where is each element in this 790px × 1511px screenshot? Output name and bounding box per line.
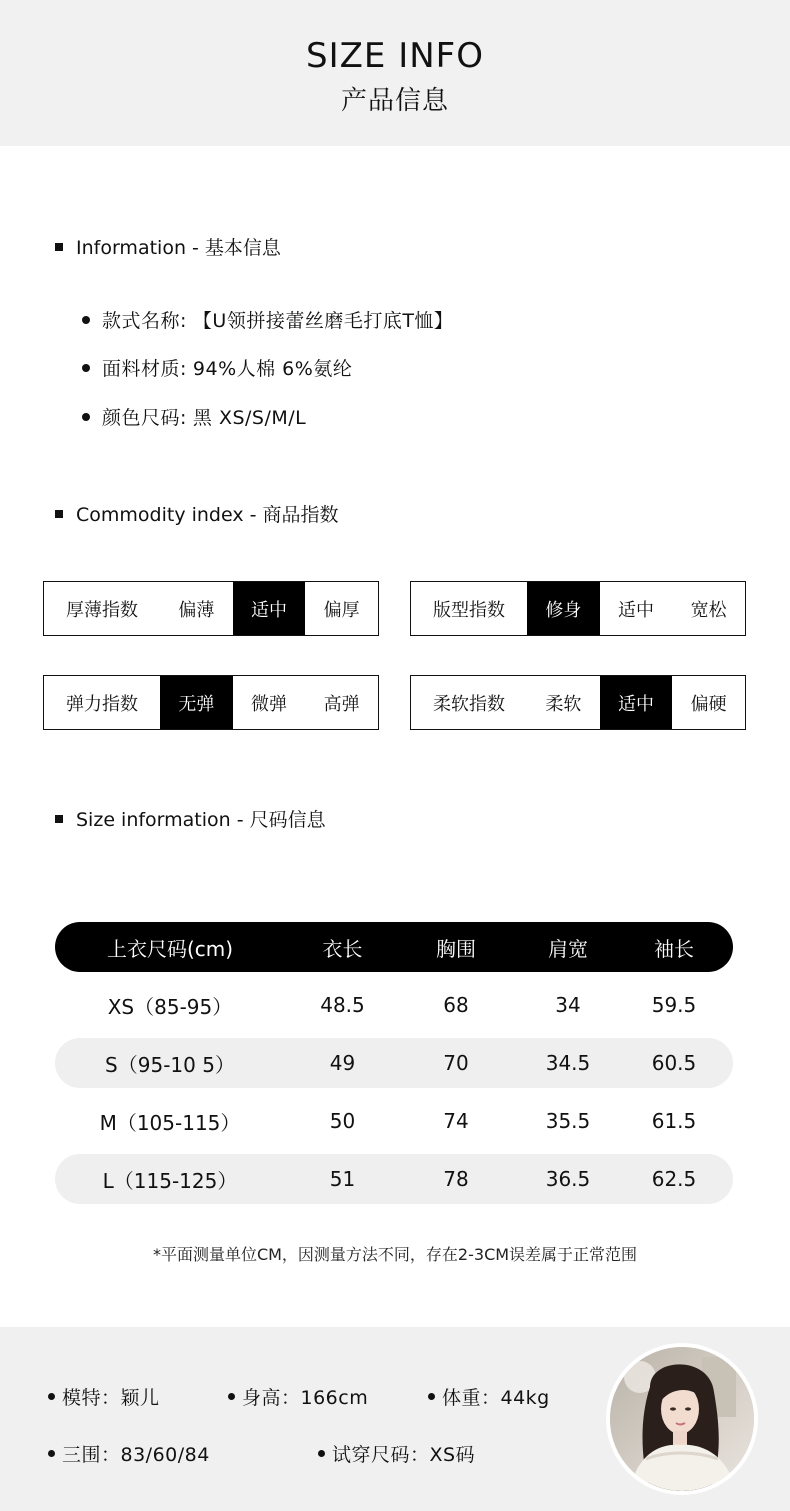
table-cell: 62.5	[651, 1167, 697, 1191]
index-option: 宽松	[690, 599, 727, 621]
table-cell: 51	[329, 1167, 356, 1191]
commodity-heading	[55, 500, 339, 527]
index-option: 适中	[233, 582, 306, 635]
table-cell: 70	[443, 1051, 469, 1075]
model-measurements-text: 三围：83/60/84	[62, 1444, 210, 1466]
table-cell: XS（85-95）	[107, 994, 233, 1019]
table-row	[55, 980, 733, 1030]
info-item-color-size	[82, 403, 306, 430]
table-cell: 60.5	[651, 1051, 697, 1075]
column-header: 胸围	[436, 936, 476, 961]
table-cell: 36.5	[545, 1167, 591, 1191]
bullet-icon	[82, 413, 90, 421]
table-cell: M（105-115）	[99, 1110, 241, 1135]
bullet-icon	[428, 1393, 435, 1400]
table-header-row	[55, 922, 733, 972]
index-elasticity	[43, 675, 379, 730]
index-option: 偏厚	[323, 599, 360, 621]
square-bullet-icon	[55, 510, 63, 518]
table-row	[55, 1096, 733, 1146]
square-bullet-icon	[55, 243, 63, 251]
column-header: 袖长	[654, 936, 694, 961]
table-cell: 34.5	[545, 1051, 591, 1075]
table-row	[55, 1154, 733, 1204]
info-value: 黑 XS/S/M/L	[192, 407, 307, 429]
index-option: 高弹	[323, 693, 360, 715]
commodity-heading-text: Commodity index - 商品指数	[76, 504, 339, 526]
index-option: 偏薄	[178, 599, 215, 621]
index-option: 柔软	[545, 693, 582, 715]
table-cell: 68	[443, 993, 469, 1017]
model-weight	[428, 1383, 550, 1410]
index-fit	[410, 581, 746, 636]
page-title: SIZE INFO	[306, 36, 484, 76]
index-option: 偏硬	[690, 693, 727, 715]
page-subtitle: 产品信息	[340, 86, 449, 116]
info-item-style-name	[82, 306, 453, 333]
table-cell: 59.5	[651, 993, 697, 1017]
index-name: 版型指数	[433, 599, 505, 621]
index-option: 修身	[527, 582, 600, 635]
index-name: 厚薄指数	[66, 599, 138, 621]
index-name: 弹力指数	[66, 693, 138, 715]
index-option: 适中	[618, 599, 654, 621]
model-fit-size	[318, 1440, 475, 1467]
measurement-note: *平面测量单位CM，因测量方法不同，存在2-3CM误差属于正常范围	[152, 1245, 638, 1264]
column-header: 上衣尺码(cm)	[106, 936, 234, 961]
info-item-material	[82, 354, 352, 381]
bullet-icon	[82, 316, 90, 324]
index-option: 微弹	[251, 693, 287, 715]
bullet-icon	[82, 364, 90, 372]
table-cell: 49	[329, 1051, 356, 1075]
table-cell: 74	[443, 1109, 469, 1133]
info-label: 面料材质:	[102, 358, 187, 380]
index-name: 柔软指数	[433, 693, 505, 715]
size-info-heading	[55, 805, 326, 832]
information-heading	[55, 233, 281, 260]
bullet-icon	[318, 1450, 325, 1457]
information-heading-text: Information - 基本信息	[76, 237, 281, 259]
table-cell: 35.5	[545, 1109, 591, 1133]
model-name	[48, 1383, 160, 1410]
index-thickness	[43, 581, 379, 636]
column-header: 肩宽	[548, 936, 588, 961]
info-label: 款式名称:	[102, 310, 187, 332]
info-value: 94%人棉 6%氨纶	[192, 358, 353, 380]
page-header	[0, 0, 790, 146]
info-label: 颜色尺码:	[102, 407, 187, 429]
model-photo-illustration	[610, 1347, 754, 1491]
bullet-icon	[48, 1450, 55, 1457]
column-header: 衣长	[322, 936, 363, 961]
table-cell: 48.5	[320, 993, 365, 1017]
table-cell: 50	[329, 1109, 356, 1133]
table-cell: 61.5	[651, 1109, 697, 1133]
model-avatar	[606, 1343, 758, 1495]
model-measurements	[48, 1440, 210, 1467]
info-value: 【U领拼接蕾丝磨毛打底T恤】	[192, 310, 454, 332]
size-table	[55, 922, 733, 1212]
table-cell: 78	[443, 1167, 469, 1191]
table-cell: L（115-125）	[102, 1168, 238, 1193]
model-fit-size-text: 试穿尺码：XS码	[332, 1444, 476, 1466]
table-row	[55, 1038, 733, 1088]
table-cell: 34	[555, 993, 581, 1017]
square-bullet-icon	[55, 815, 63, 823]
model-height-text: 身高：166cm	[242, 1387, 369, 1409]
index-option: 适中	[600, 676, 673, 729]
index-option: 无弹	[160, 676, 233, 729]
model-name-text: 模特：颖儿	[62, 1387, 160, 1409]
index-softness	[410, 675, 746, 730]
model-weight-text: 体重：44kg	[442, 1387, 550, 1409]
model-height	[228, 1383, 368, 1410]
size-info-heading-text: Size information - 尺码信息	[76, 809, 326, 831]
bullet-icon	[228, 1393, 235, 1400]
bullet-icon	[48, 1393, 55, 1400]
table-cell: S（95-10 5）	[105, 1052, 235, 1077]
